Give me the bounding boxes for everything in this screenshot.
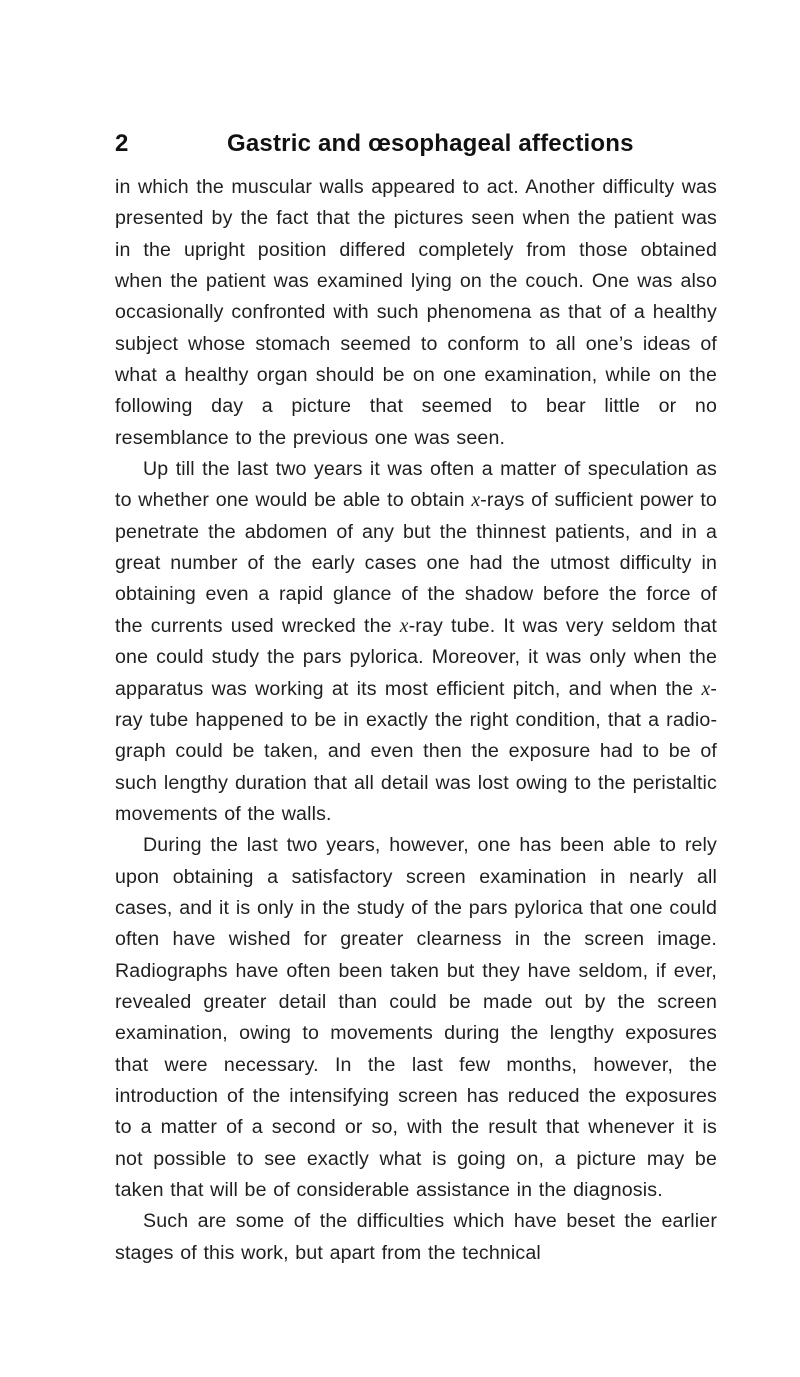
paragraph	[115, 1206, 717, 1269]
text-run: -rays of sufficient power to penetrate the abdomen of any but the thinnest patients, and in a great number of the early cases one had the utmost difficulty in obtaining even a rapid glance of the shadow before the force of the currents used wrecked the	[115, 489, 717, 637]
italic-variable: x	[471, 490, 481, 512]
paragraph	[115, 830, 717, 1206]
book-page	[115, 130, 717, 1269]
page-number: 2	[115, 130, 129, 157]
paragraph	[115, 454, 717, 830]
chapter-title: Gastric and œsophageal affections	[227, 130, 634, 157]
text-run: Such are some of the difficulties which have beset the earlier stages of this work, but apart from the technical	[115, 1210, 717, 1264]
text-run: Up till the last two years it was often a matter of speculation as to whether one would be able to obtain	[115, 458, 717, 512]
text-run: in which the muscular walls appeared to act. Another difficulty was presented by the fact that the pictures seen when the patient was in the upright position differed completely from those obtained when the patient was examined lying on the couch. One was also occasionally confronted with such phenomena as that of a healthy subject whose stomach seemed to conform to all one’s ideas of what a healthy organ should be on one examination, while on the following day a picture that seemed to bear little or no resemblance to the previous one was seen.	[115, 176, 717, 449]
italic-variable: x	[701, 678, 711, 700]
text-run: -ray tube happened to be in exactly the right condition, that a radiograph could be taken, and even then the exposure had to be of such lengthy duration that all detail was lost owing to the peristaltic movements of the walls.	[115, 677, 717, 825]
body-text	[115, 172, 717, 1269]
paragraph	[115, 172, 717, 454]
running-head	[115, 130, 717, 172]
text-run: During the last two years, however, one has been able to rely upon obtaining a satisfactory screen examination in nearly all cases, and it is only in the study of the pars pylorica that one could often have wished for greater clearness in the screen image. Radiographs have often been taken but they have seldom, if ever, revealed greater detail than could be made out by the screen examination, owing to movements during the lengthy exposures that were necessary. In the last few months, however, the introduction of the intensifying screen has reduced the exposures to a matter of a second or so, with the result that whenever it is not possible to see exactly what is going on, a picture may be taken that will be of considerable assistance in the diagnosis.	[115, 834, 717, 1201]
text-run: -ray tube. It was very seldom that one could study the pars pylorica. Moreover, it was only when the apparatus was working at its most efficient pitch, and when the	[115, 614, 717, 700]
italic-variable: x	[399, 615, 409, 637]
